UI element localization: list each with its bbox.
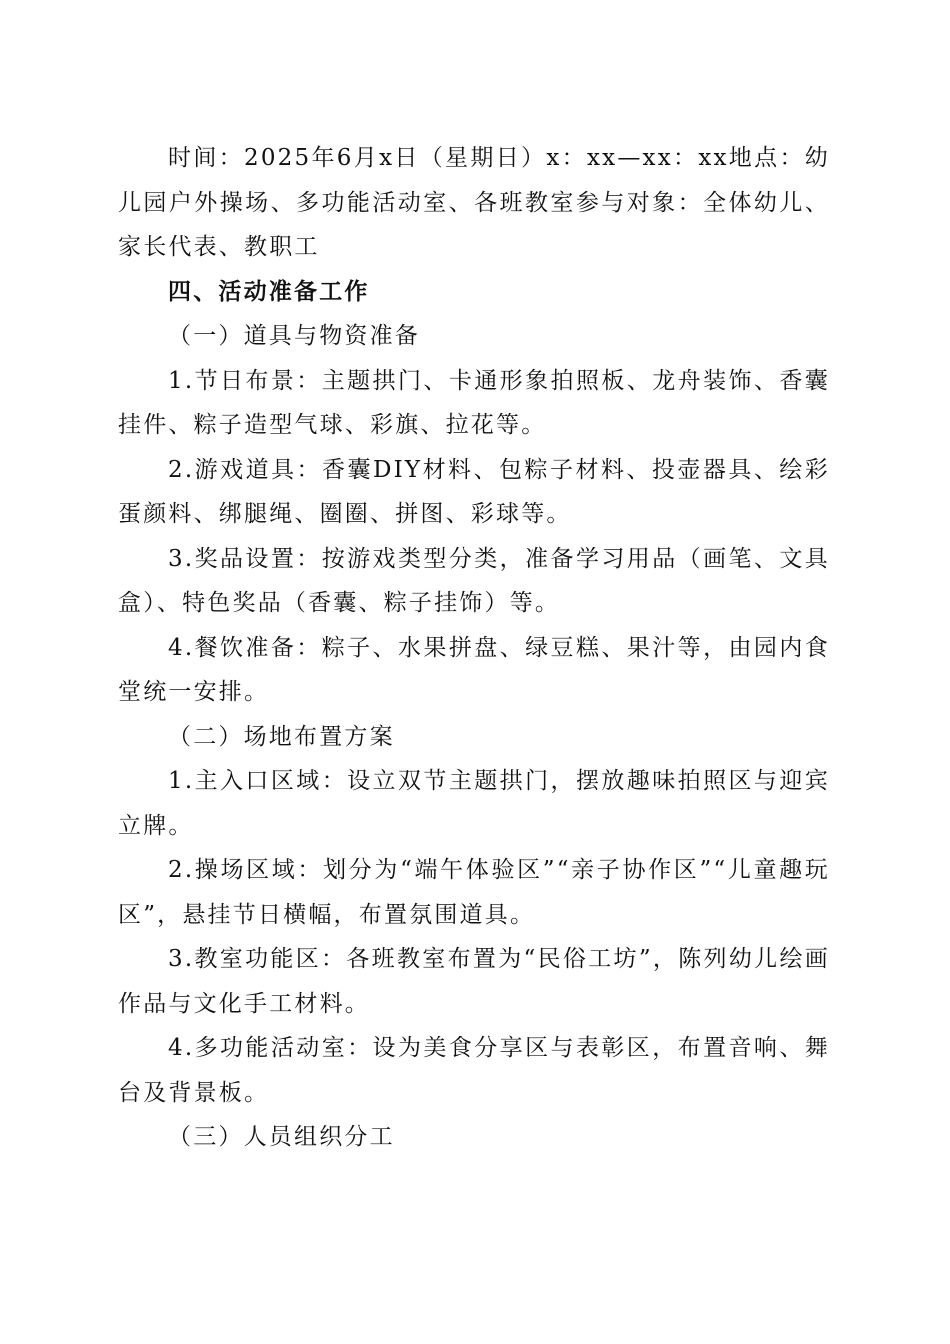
intro-paragraph: 时间：2025年6月x日（星期日）x：xx—xx：xx地点：幼儿园户外操场、多功能活动室、各班教室参与对象：全体幼儿、家长代表、教职工 [118,145,830,260]
list-item: 4.餐饮准备：粽子、水果拼盘、绿豆糕、果汁等，由园内食堂统一安排。 [118,634,830,705]
list-item: 1.节日布景：主题拱门、卡通形象拍照板、龙舟装饰、香囊挂件、粽子造型气球、彩旗、拉花等。 [118,367,830,438]
document-page [118,136,830,1160]
list-item: 3.教室功能区：各班教室布置为“民俗工坊”，陈列幼儿绘画作品与文化手工材料。 [118,946,830,1017]
list-item: 2.游戏道具：香囊DIY材料、包粽子材料、投壶器具、绘彩蛋颜料、绑腿绳、圈圈、拼图、彩球等。 [118,456,830,527]
list-item: 4.多功能活动室：设为美食分享区与表彰区，布置音响、舞台及背景板。 [118,1035,830,1106]
list-item: 3.奖品设置：按游戏类型分类，准备学习用品（画笔、文具盒）、特色奖品（香囊、粽子挂饰）等。 [118,545,830,616]
subheading-props-supplies: （一）道具与物资准备 [168,323,420,349]
section-heading-preparation: 四、活动准备工作 [168,278,370,305]
list-item: 2.操场区域：划分为“端午体验区”“亲子协作区”“儿童趣玩区”，悬挂节日横幅，布置氛围道具。 [118,857,830,928]
subheading-venue-layout: （二）场地布置方案 [168,723,395,750]
subheading-staff-division: （三）人员组织分工 [168,1124,395,1150]
list-item: 1.主入口区域：设立双节主题拱门，摆放趣味拍照区与迎宾立牌。 [118,768,830,839]
